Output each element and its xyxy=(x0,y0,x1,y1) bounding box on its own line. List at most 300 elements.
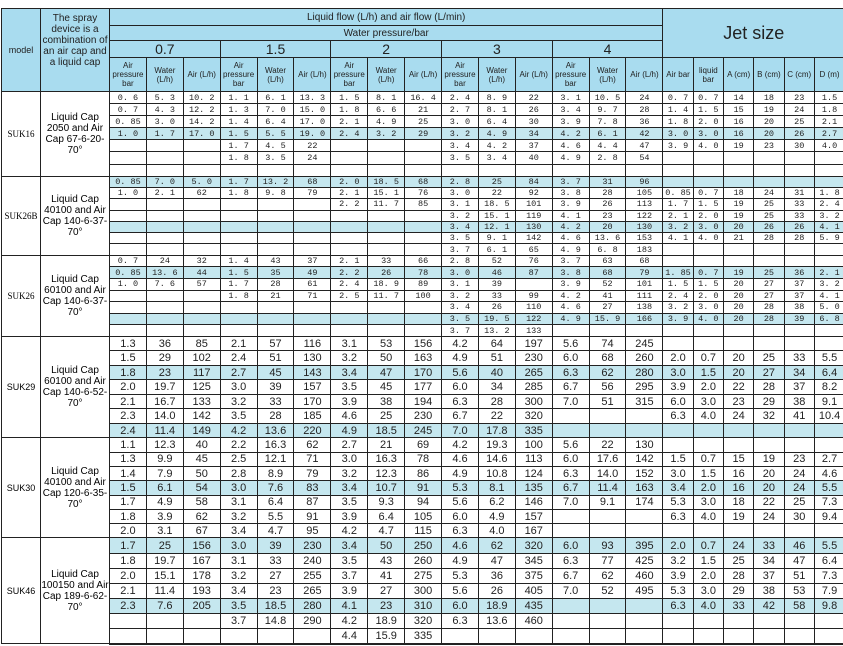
data-cell: 92 xyxy=(515,187,552,198)
data-cell: 5.6 xyxy=(442,365,479,380)
data-cell: 20 xyxy=(754,116,784,128)
data-cell: 1. 5 xyxy=(220,267,257,279)
data-cell: 27 xyxy=(754,290,784,302)
data-cell: 10.8 xyxy=(478,466,515,480)
data-cell xyxy=(442,629,479,644)
data-cell: 10. 2 xyxy=(183,92,220,104)
model-cell: SUK26 xyxy=(2,255,41,336)
data-cell: 100 xyxy=(405,290,442,302)
data-cell: 51 xyxy=(478,351,515,366)
data-cell: 37 xyxy=(784,278,814,290)
data-cell xyxy=(814,255,843,267)
data-cell: 460 xyxy=(515,613,552,628)
data-cell: 3. 4 xyxy=(442,221,479,232)
data-cell: 4.9 xyxy=(442,553,479,568)
data-cell: 23 xyxy=(723,394,753,409)
data-cell: 57 xyxy=(257,336,294,351)
data-cell: 36 xyxy=(784,267,814,279)
data-cell: 157 xyxy=(515,509,552,523)
data-cell: 63 xyxy=(589,255,626,267)
data-cell xyxy=(220,164,257,176)
data-cell: 4. 3 xyxy=(146,104,183,116)
data-cell xyxy=(331,325,368,337)
data-cell: 68 xyxy=(405,176,442,187)
data-cell: 8. 1 xyxy=(478,104,515,116)
data-cell: 20 xyxy=(754,128,784,140)
data-cell: 2.3 xyxy=(110,409,147,424)
data-cell: 2.1 xyxy=(110,583,147,598)
table-row xyxy=(2,152,843,164)
data-cell: 19 xyxy=(723,210,753,221)
data-cell: 3. 2 xyxy=(814,210,843,221)
data-cell xyxy=(442,164,479,176)
data-cell: 34 xyxy=(754,553,784,568)
data-cell: 33 xyxy=(478,290,515,302)
data-cell xyxy=(626,524,663,538)
data-cell: 4.9 xyxy=(442,351,479,366)
data-cell xyxy=(110,302,147,314)
data-cell: 24 xyxy=(754,509,784,523)
data-cell: 2. 1 xyxy=(331,116,368,128)
data-cell xyxy=(693,336,723,351)
data-cell xyxy=(693,524,723,538)
data-cell: 320 xyxy=(405,613,442,628)
data-cell: 335 xyxy=(405,629,442,644)
table-row xyxy=(2,278,843,290)
data-cell: 115 xyxy=(405,524,442,538)
data-cell: 6. 4 xyxy=(257,116,294,128)
data-cell: 245 xyxy=(626,336,663,351)
data-cell: 17.6 xyxy=(589,452,626,466)
pressure-2: 2 xyxy=(331,41,442,58)
data-cell: 28 xyxy=(784,233,814,244)
data-cell xyxy=(693,613,723,628)
data-cell: 220 xyxy=(294,423,331,438)
data-cell: 62 xyxy=(589,365,626,380)
data-cell xyxy=(754,336,784,351)
data-cell: 4. 9 xyxy=(552,244,589,255)
data-cell: 3.5 xyxy=(331,553,368,568)
data-cell xyxy=(294,629,331,644)
data-cell: 34 xyxy=(515,128,552,140)
air-pressure-header: Air pressure bar xyxy=(331,58,368,92)
data-cell: 3.1 xyxy=(146,524,183,538)
data-cell: 16.7 xyxy=(146,394,183,409)
data-cell xyxy=(368,313,405,325)
data-cell: 33 xyxy=(368,255,405,267)
data-cell: 14.6 xyxy=(478,452,515,466)
jet-size-header: Jet size xyxy=(663,9,843,58)
data-cell: 0.7 xyxy=(693,538,723,553)
data-cell: 15.9 xyxy=(368,629,405,644)
data-cell: 25 xyxy=(754,210,784,221)
data-cell: 3.4 xyxy=(331,538,368,553)
data-cell xyxy=(814,325,843,337)
data-cell: 101 xyxy=(626,278,663,290)
data-cell: 22 xyxy=(478,409,515,424)
data-cell: 183 xyxy=(626,244,663,255)
jet-air-header: Air bar xyxy=(663,58,693,92)
jet-d-header: D (m) xyxy=(814,58,843,92)
data-cell xyxy=(331,140,368,152)
data-cell: 36 xyxy=(626,116,663,128)
data-cell xyxy=(663,613,693,628)
data-cell xyxy=(368,244,405,255)
data-cell: 1. 5 xyxy=(693,199,723,210)
data-cell: 9.9 xyxy=(146,452,183,466)
data-cell: 40 xyxy=(515,152,552,164)
data-cell xyxy=(552,164,589,176)
data-cell: 0. 7 xyxy=(693,92,723,104)
data-cell: 22 xyxy=(589,438,626,452)
data-cell: 9.3 xyxy=(368,495,405,509)
data-cell: 2. 2 xyxy=(331,199,368,210)
data-cell: 3. 2 xyxy=(663,221,693,232)
data-cell: 22 xyxy=(515,92,552,104)
data-cell: 4. 6 xyxy=(552,302,589,314)
data-cell: 1. 5 xyxy=(331,92,368,104)
data-cell: 22 xyxy=(478,187,515,198)
device-cell: Liquid Cap 100150 and Air Cap 189-6-62-70° xyxy=(41,538,110,644)
data-cell xyxy=(754,152,784,164)
data-cell: 178 xyxy=(183,568,220,583)
device-header: The spray device is a combination of an air cap and a liquid cap xyxy=(41,9,110,92)
data-cell xyxy=(257,164,294,176)
data-cell: 117 xyxy=(183,365,220,380)
data-cell: 68 xyxy=(589,267,626,279)
data-cell: 3. 2 xyxy=(663,302,693,314)
data-cell: 3. 0 xyxy=(442,267,479,279)
air-flow-header: Air (L/h) xyxy=(515,58,552,92)
data-cell: 4. 6 xyxy=(552,233,589,244)
data-cell: 2. 1 xyxy=(331,255,368,267)
data-cell: 16.3 xyxy=(257,438,294,452)
data-cell: 7.0 xyxy=(442,423,479,438)
data-cell xyxy=(693,244,723,255)
data-cell: 94 xyxy=(405,495,442,509)
water-flow-header: Water (L/h) xyxy=(257,58,294,92)
device-cell: Liquid Cap 40100 and Air Cap 140-6-37-70° xyxy=(41,176,110,255)
jet-c-header: C (cm) xyxy=(784,58,814,92)
data-cell: 4. 2 xyxy=(552,290,589,302)
data-cell: 19 xyxy=(723,267,753,279)
data-cell: 4. 2 xyxy=(552,221,589,232)
data-cell: 84 xyxy=(515,176,552,187)
data-cell: 49 xyxy=(294,267,331,279)
data-cell: 40 xyxy=(478,365,515,380)
data-cell xyxy=(552,598,589,613)
data-cell: 1. 8 xyxy=(814,187,843,198)
data-cell xyxy=(257,629,294,644)
data-cell: 6.4 xyxy=(368,509,405,523)
data-cell xyxy=(183,221,220,232)
jet-liquid-header: liquid bar xyxy=(693,58,723,92)
data-cell: 1. 85 xyxy=(663,267,693,279)
data-cell xyxy=(368,221,405,232)
data-cell: 6. 8 xyxy=(814,313,843,325)
data-cell xyxy=(146,152,183,164)
data-cell: 3.2 xyxy=(220,394,257,409)
data-cell: 4.9 xyxy=(146,495,183,509)
data-cell: 6.7 xyxy=(552,380,589,395)
data-cell: 26 xyxy=(478,302,515,314)
data-cell: 16. 4 xyxy=(405,92,442,104)
data-cell xyxy=(331,244,368,255)
pressure-4: 4 xyxy=(552,41,663,58)
data-cell: 0.7 xyxy=(693,452,723,466)
data-cell: 1. 8 xyxy=(220,187,257,198)
data-cell: 0. 7 xyxy=(663,92,693,104)
data-cell: 27 xyxy=(589,302,626,314)
data-cell: 111 xyxy=(626,290,663,302)
data-cell: 25 xyxy=(784,495,814,509)
data-cell: 3. 4 xyxy=(478,152,515,164)
data-cell: 18.9 xyxy=(478,598,515,613)
data-cell: 6. 1 xyxy=(257,92,294,104)
data-cell: 1. 4 xyxy=(663,104,693,116)
data-cell: 7.9 xyxy=(146,466,183,480)
data-cell xyxy=(515,629,552,644)
data-cell xyxy=(784,524,814,538)
data-cell: 142 xyxy=(183,409,220,424)
data-cell xyxy=(183,210,220,221)
data-cell: 8.2 xyxy=(814,380,843,395)
data-cell: 425 xyxy=(626,553,663,568)
data-cell: 16 xyxy=(723,481,753,495)
data-cell: 12.3 xyxy=(368,466,405,480)
water-flow-header: Water (L/h) xyxy=(146,58,183,92)
table-row xyxy=(2,187,843,198)
data-cell: 3.9 xyxy=(331,394,368,409)
data-cell: 45 xyxy=(368,380,405,395)
data-cell: 4.6 xyxy=(814,466,843,480)
model-cell: SUK26B xyxy=(2,176,41,255)
data-cell: 1.1 xyxy=(110,438,147,452)
data-cell: 130 xyxy=(626,221,663,232)
data-cell: 4.2 xyxy=(442,336,479,351)
pressure-1.5: 1.5 xyxy=(220,41,331,58)
data-cell: 1. 7 xyxy=(220,140,257,152)
data-cell: 34 xyxy=(784,365,814,380)
data-cell: 4.4 xyxy=(331,629,368,644)
data-cell xyxy=(183,290,220,302)
data-cell: 34 xyxy=(478,380,515,395)
data-cell xyxy=(368,140,405,152)
data-cell: 13.6 xyxy=(257,423,294,438)
data-cell: 2. 1 xyxy=(331,187,368,198)
data-cell: 6.3 xyxy=(552,365,589,380)
data-cell xyxy=(294,302,331,314)
data-cell: 152 xyxy=(626,466,663,480)
data-cell: 8. 9 xyxy=(478,92,515,104)
data-cell: 37 xyxy=(784,380,814,395)
data-cell: 25 xyxy=(754,267,784,279)
data-cell: 62 xyxy=(478,538,515,553)
table-row xyxy=(2,495,843,509)
data-cell: 2. 1 xyxy=(663,210,693,221)
air-flow-header: Air (L/h) xyxy=(183,58,220,92)
table-row xyxy=(2,466,843,480)
data-cell: 4. 0 xyxy=(693,140,723,152)
data-cell xyxy=(110,613,147,628)
data-cell xyxy=(331,221,368,232)
data-cell xyxy=(294,199,331,210)
data-cell xyxy=(626,423,663,438)
data-cell: 1. 8 xyxy=(663,116,693,128)
data-cell: 167 xyxy=(515,524,552,538)
table-row xyxy=(2,140,843,152)
data-cell: 6.0 xyxy=(552,538,589,553)
data-cell xyxy=(146,140,183,152)
data-cell: 42 xyxy=(626,128,663,140)
data-cell xyxy=(589,423,626,438)
data-cell: 2.1 xyxy=(220,336,257,351)
data-cell: 101 xyxy=(515,199,552,210)
data-cell: 4.1 xyxy=(331,598,368,613)
data-cell: 24 xyxy=(294,152,331,164)
data-cell: 62 xyxy=(294,438,331,452)
data-cell: 6. 6 xyxy=(368,104,405,116)
model-cell: SUK16 xyxy=(2,92,41,177)
table-row xyxy=(2,221,843,232)
data-cell: 50 xyxy=(368,538,405,553)
data-cell: 1. 7 xyxy=(220,278,257,290)
data-cell: 133 xyxy=(515,325,552,337)
data-cell xyxy=(626,325,663,337)
table-row xyxy=(2,583,843,598)
data-cell: 130 xyxy=(626,438,663,452)
data-cell: 78 xyxy=(405,267,442,279)
data-cell: 9.1 xyxy=(589,495,626,509)
data-cell: 1. 5 xyxy=(693,278,723,290)
data-cell xyxy=(220,221,257,232)
data-cell: 3. 8 xyxy=(552,187,589,198)
table-row xyxy=(2,302,843,314)
data-cell: 280 xyxy=(626,365,663,380)
data-cell xyxy=(110,325,147,337)
data-cell xyxy=(405,152,442,164)
data-cell xyxy=(784,613,814,628)
data-cell: 1. 0 xyxy=(110,278,147,290)
data-cell xyxy=(110,221,147,232)
data-cell: 1. 7 xyxy=(220,176,257,187)
table-row xyxy=(2,452,843,466)
data-cell xyxy=(405,221,442,232)
data-cell: 2. 4 xyxy=(331,278,368,290)
data-cell: 12. 1 xyxy=(478,221,515,232)
data-cell: 3.5 xyxy=(220,409,257,424)
data-cell: 3.4 xyxy=(220,524,257,538)
data-cell xyxy=(220,244,257,255)
data-cell: 25 xyxy=(754,351,784,366)
data-cell: 3.1 xyxy=(220,495,257,509)
data-cell: 26 xyxy=(784,128,814,140)
data-cell: 26 xyxy=(589,199,626,210)
data-cell: 250 xyxy=(405,538,442,553)
data-cell xyxy=(110,140,147,152)
data-cell: 46 xyxy=(784,538,814,553)
data-cell: 26 xyxy=(784,221,814,232)
table-row xyxy=(2,233,843,244)
data-cell: 1.4 xyxy=(110,466,147,480)
data-cell: 3. 5 xyxy=(442,152,479,164)
data-cell: 28 xyxy=(257,409,294,424)
data-cell xyxy=(257,244,294,255)
data-cell xyxy=(784,438,814,452)
table-row xyxy=(2,538,843,553)
table-row xyxy=(2,255,843,267)
data-cell xyxy=(257,313,294,325)
data-cell: 24 xyxy=(784,104,814,116)
data-cell: 2. 8 xyxy=(589,152,626,164)
data-cell: 3. 9 xyxy=(552,199,589,210)
data-cell xyxy=(754,255,784,267)
data-cell xyxy=(405,210,442,221)
data-cell: 185 xyxy=(294,409,331,424)
data-cell: 8.1 xyxy=(478,481,515,495)
data-cell: 0. 85 xyxy=(110,116,147,128)
data-cell: 56 xyxy=(589,380,626,395)
data-cell: 3.0 xyxy=(693,495,723,509)
data-cell: 20 xyxy=(723,290,753,302)
data-cell xyxy=(368,325,405,337)
data-cell: 4. 4 xyxy=(589,140,626,152)
data-cell: 33 xyxy=(257,553,294,568)
data-cell: 177 xyxy=(405,380,442,395)
data-cell xyxy=(515,164,552,176)
data-cell: 1. 1 xyxy=(220,92,257,104)
data-cell: 2. 4 xyxy=(663,290,693,302)
table-row xyxy=(2,553,843,568)
data-cell: 25 xyxy=(405,116,442,128)
data-cell: 19. 5 xyxy=(478,313,515,325)
data-cell xyxy=(663,438,693,452)
data-cell xyxy=(552,509,589,523)
data-cell: 3.1 xyxy=(331,336,368,351)
data-cell: 113 xyxy=(515,452,552,466)
table-row xyxy=(2,164,843,176)
data-cell: 5.3 xyxy=(442,481,479,495)
data-cell: 41 xyxy=(784,409,814,424)
data-cell: 1. 0 xyxy=(110,128,147,140)
data-cell: 2.2 xyxy=(220,438,257,452)
data-cell: 53 xyxy=(784,583,814,598)
data-cell: 93 xyxy=(589,538,626,553)
data-cell: 28 xyxy=(723,568,753,583)
table-row xyxy=(2,92,843,104)
data-cell: 85 xyxy=(183,336,220,351)
data-cell: 6.0 xyxy=(442,509,479,523)
data-cell: 7. 0 xyxy=(146,176,183,187)
data-cell: 3. 0 xyxy=(693,221,723,232)
data-cell xyxy=(784,244,814,255)
table-row xyxy=(2,481,843,495)
data-cell: 2. 5 xyxy=(331,290,368,302)
data-cell: 5. 3 xyxy=(146,92,183,104)
data-cell: 22 xyxy=(294,140,331,152)
data-cell: 193 xyxy=(183,583,220,598)
data-cell: 16 xyxy=(723,128,753,140)
data-cell: 1. 5 xyxy=(693,104,723,116)
data-cell: 16.3 xyxy=(368,452,405,466)
data-cell: 23 xyxy=(754,140,784,152)
data-cell xyxy=(368,164,405,176)
data-cell xyxy=(294,221,331,232)
data-cell: 1.3 xyxy=(110,452,147,466)
data-cell: 3.4 xyxy=(331,365,368,380)
data-cell xyxy=(183,140,220,152)
data-cell: 3.2 xyxy=(220,509,257,523)
